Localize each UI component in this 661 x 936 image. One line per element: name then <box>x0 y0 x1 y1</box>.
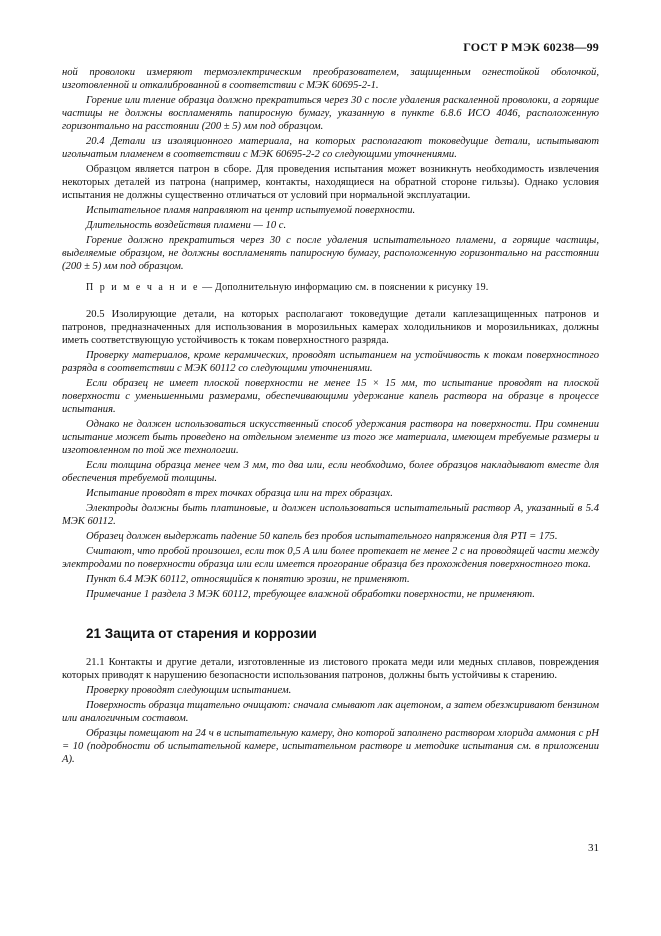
page-number: 31 <box>588 842 599 854</box>
clause-number: 20.5 <box>86 309 105 320</box>
clause-20-5 <box>62 308 599 347</box>
paragraph: Поверхность образца тщательно очищают: сначала смывают лак ацетоном, а затем обезжиривают бензином или аналогичным составом. <box>62 700 599 724</box>
paragraph: Если толщина образца менее чем 3 мм, то два или, если необходимо, более образцов накладывают вместе для обеспечения требуемой толщины. <box>62 460 599 484</box>
clause-21-1: 21.1 Контакты и другие детали, изготовленные из листового проката меди или медных сплавов, повреждения которых приводят к нарушению безопасности использования патронов, должны быть устойчивы к старению. <box>62 657 599 681</box>
paragraph: Горение должно прекратиться через 30 с после удаления испытательного пламени, а горящие частицы, выделяемые образцом, не должны воспламенять папиросную бумагу, расположенную горизонтально на расстоянии (200 ± 5) мм под образцом. <box>62 235 599 272</box>
clause-20-4: 20.4 Детали из изоляционного материала, на которых располагают токоведущие детали, испытывают игольчатым пламенем в соответствии с МЭК 60695-2-2 со следующими уточнениями. <box>62 136 599 160</box>
paragraph: Испытательное пламя направляют на центр испытуемой поверхности. <box>86 205 416 216</box>
paragraph: ной проволоки измеряют термоэлектрическим преобразователем, защищенным огнестойкой оболочкой, изготовленной и откалиброванной в соответствии с МЭК 60695-2-1. <box>62 67 599 91</box>
paragraph: Проверку материалов, кроме керамических, проводят испытанием на устойчивость к токам поверхностного разряда в соответствии с МЭК 60112 со следующими уточнениями. <box>62 350 599 374</box>
paragraph: Электроды должны быть платиновые, и должен использоваться испытательный раствор А, указанный в 5.4 МЭК 60112. <box>62 503 599 527</box>
paragraph: Испытание проводят в трех точках образца или на трех образцах. <box>86 488 393 499</box>
note <box>86 281 599 294</box>
paragraph: Горение или тление образца должно прекратиться через 30 с после удаления раскаленной проволоки, а горящие частицы не должны воспламенять папиросную бумагу, указанную в пункте 6.8.6 ИСО 4046, расположенную горизонтально на расстоянии (200 ± 5) мм под образцом. <box>62 95 599 132</box>
page-body <box>62 66 599 768</box>
paragraph: Образцы помещают на 24 ч в испытательную камеру, дно которой заполнено раствором хлорида аммония с pH = 10 (подробности об испытательной камере, испытательном растворе и методике испытания см. в приложении А). <box>62 728 599 765</box>
paragraph: Проверку проводят следующим испытанием. <box>86 685 292 696</box>
document-header: ГОСТ Р МЭК 60238—99 <box>463 40 599 54</box>
clause-text: Изолирующие детали, на которых располагают токоведущие детали каплезащищенных патронов и патронов, предназначенных для использования в морозильных камерах холодильников и морозильниках, должны иметь соответствующую устойчивость к токам поверхностного разряда. <box>62 309 599 346</box>
section-heading: 21 Защита от старения и коррозии <box>86 626 317 641</box>
paragraph: Если образец не имеет плоской поверхности не менее 15 × 15 мм, то испытание проводят на плоской поверхности с уменьшенными размерами, обеспечивающими удержание капель раствора на образце в процессе испытания. <box>62 378 599 415</box>
paragraph: Пункт 6.4 МЭК 60112, относящийся к понятию эрозии, не применяют. <box>86 574 410 585</box>
paragraph: Образец должен выдержать падение 50 капель без пробоя испытательного напряжения для PTI = 175. <box>86 531 558 542</box>
paragraph: Длительность воздействия пламени — 10 с. <box>86 220 287 231</box>
paragraph: Примечание 1 раздела 3 МЭК 60112, требующее влажной обработки поверхности, не применяют. <box>86 589 535 600</box>
note-label: П р и м е ч а н и е <box>86 282 200 293</box>
note-text: — Дополнительную информацию см. в пояснении к рисунку 19. <box>199 282 489 293</box>
paragraph: Образцом является патрон в сборе. Для проведения испытания может возникнуть необходимость извлечения некоторых деталей из патрона (например, контакты, находящиеся на обратной стороне гильзы). Однако условия испытания не должны существенно отличаться от условий при нормальной эксплуатации. <box>62 164 599 201</box>
paragraph: Считают, что пробой произошел, если ток 0,5 А или более протекает не менее 2 с на проводящей части между электродами по поверхности образца или если имеется прогорание образца без прохождения поверхностного тока. <box>62 546 599 570</box>
paragraph: Однако не должен использоваться искусственный способ удержания раствора на поверхности. При сомнении испытание может быть проведено на отдельном элементе из того же материала, имеющем требуемые размеры и изготовленном по той же технологии. <box>62 419 599 456</box>
